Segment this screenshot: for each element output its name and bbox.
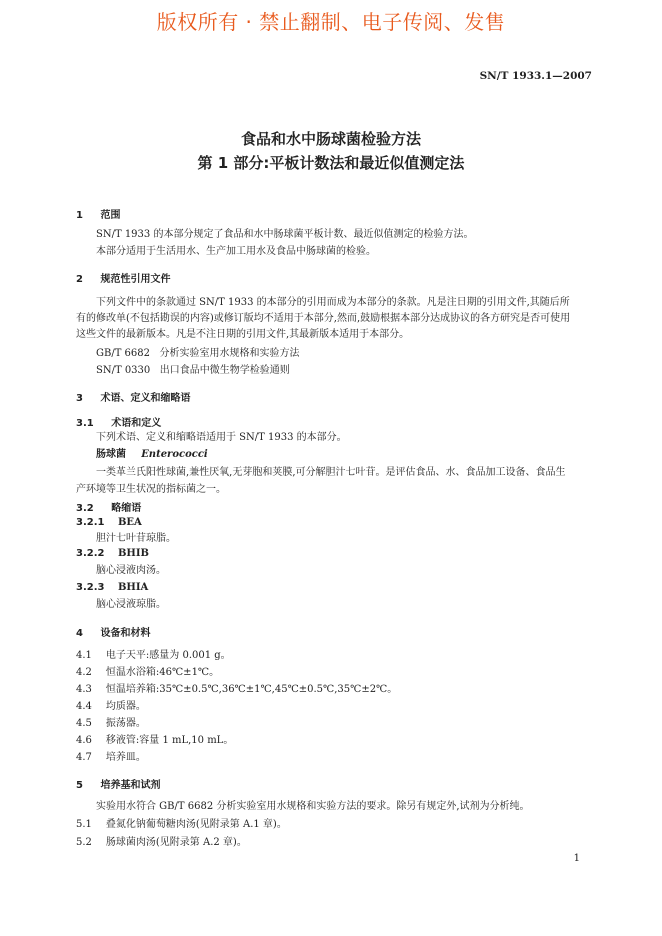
section-number: 3.2.1: [76, 517, 105, 528]
reference-item: GB/T 6682 分析实验室用水规格和实验方法: [96, 348, 300, 359]
paragraph: SN/T 1933 的本部分规定了食品和水中肠球菌平板计数、最近似值测定的检验方法。: [96, 229, 474, 240]
list-item: [76, 836, 247, 849]
abbreviation: BEA: [117, 517, 142, 528]
list-item: [76, 734, 233, 747]
item-number: 4.5: [76, 718, 92, 729]
copyright-watermark: 版权所有 · 禁止翻制、电子传阅、发售: [156, 10, 506, 34]
subsection-3-1-heading: [76, 414, 161, 429]
list-item: [76, 666, 219, 679]
list-item: [76, 717, 146, 730]
section-number: 3.2.3: [76, 582, 105, 593]
section-title: 术语和定义: [111, 418, 162, 429]
term-chinese: 肠球菌: [96, 449, 126, 460]
item-text: 叠氮化钠葡萄糖肉汤(见附录第 A.1 章)。: [105, 819, 287, 830]
item-text: 肠球菌肉汤(见附录第 A.2 章)。: [105, 837, 247, 848]
section-4-heading: [76, 624, 150, 639]
abbreviation-heading: [76, 548, 149, 559]
section-title: 术语、定义和缩略语: [100, 393, 191, 404]
section-number: 3.2: [76, 503, 94, 514]
item-number: 4.6: [76, 735, 92, 746]
section-number: 2: [76, 274, 83, 285]
item-number: 4.3: [76, 684, 92, 695]
item-number: 5.2: [76, 837, 92, 848]
abbreviation-heading: [76, 517, 142, 528]
item-text: 恒温水浴箱:46℃±1℃。: [105, 667, 220, 678]
paragraph: 实验用水符合 GB/T 6682 分析实验室用水规格和实验方法的要求。除另有规定外,试剂为分析纯。: [96, 801, 530, 812]
item-text: 移液管:容量 1 mL,10 mL。: [105, 735, 234, 746]
section-number: 1: [76, 210, 83, 221]
abbreviation-heading: [76, 582, 148, 593]
paragraph: 本部分适用于生活用水、生产加工用水及食品中肠球菌的检验。: [96, 246, 376, 257]
section-number: 3.1: [76, 418, 94, 429]
section-1-heading: [76, 206, 120, 221]
section-number: 3: [76, 393, 83, 404]
item-number: 4.2: [76, 667, 92, 678]
document-number: SN/T 1933.1—2007: [479, 70, 592, 82]
section-number: 4: [76, 628, 83, 639]
section-title: 略缩语: [111, 503, 142, 514]
item-number: 4.4: [76, 701, 92, 712]
item-number: 5.1: [76, 819, 92, 830]
section-2-heading: [76, 270, 170, 285]
section-title: 培养基和试剂: [100, 780, 161, 791]
item-number: 4.7: [76, 752, 92, 763]
section-title: 设备和材料: [100, 628, 151, 639]
list-item: [76, 700, 146, 713]
list-item: [76, 683, 397, 696]
item-number: 4.1: [76, 650, 92, 661]
paragraph: 下列术语、定义和缩略语适用于 SN/T 1933 的本部分。: [96, 432, 347, 443]
list-item: [76, 751, 146, 764]
item-text: 培养皿。: [105, 752, 146, 763]
term-latin: Enterococci: [141, 449, 208, 460]
abbreviation: BHIB: [117, 548, 149, 559]
item-text: 电子天平:感量为 0.001 g。: [105, 650, 231, 661]
page-number: 1: [573, 853, 580, 864]
section-3-heading: [76, 389, 190, 404]
list-item: [76, 818, 287, 831]
document-title: 食品和水中肠球菌检验方法: [240, 130, 421, 148]
subsection-3-2-heading: [76, 499, 141, 514]
abbreviation-definition: 胆汁七叶苷琼脂。: [96, 533, 176, 544]
abbreviation-definition: 脑心浸液琼脂。: [96, 599, 166, 610]
section-title: 范围: [100, 210, 121, 221]
section-number: 5: [76, 780, 83, 791]
item-text: 均质器。: [105, 701, 146, 712]
document-subtitle: 第 1 部分:平板计数法和最近似值测定法: [197, 154, 465, 172]
abbreviation: BHIA: [117, 582, 149, 593]
reference-item: SN/T 0330 出口食品中微生物学检验通则: [96, 365, 290, 376]
section-number: 3.2.2: [76, 548, 105, 559]
item-text: 恒温培养箱:35℃±0.5℃,36℃±1℃,45℃±0.5℃,35℃±2℃。: [105, 684, 398, 695]
list-item: [76, 649, 231, 662]
term-definition: 一类革兰氏阳性球菌,兼性厌氧,无芽胞和荚膜,可分解胆汁七叶苷。是评估食品、水、食品加工设备、食品生产环境等卫生状况的指标菌之一。: [76, 467, 566, 495]
abbreviation-definition: 脑心浸液肉汤。: [96, 565, 166, 576]
item-text: 振荡器。: [105, 718, 146, 729]
section-title: 规范性引用文件: [100, 274, 171, 285]
section-5-heading: [76, 776, 160, 791]
paragraph: 下列文件中的条款通过 SN/T 1933 的本部分的引用而成为本部分的条款。凡是注日期的引用文件,其随后所有的修改单(不包括勘误的内容)或修订版均不适用于本部分,然而,鼓励根据本部分达成协议的各方研究是否可使用这些文件的最新版本。凡是不注日期的引用文件,其最新版本适用于本部分。: [76, 297, 571, 340]
term-entry: [96, 448, 208, 461]
